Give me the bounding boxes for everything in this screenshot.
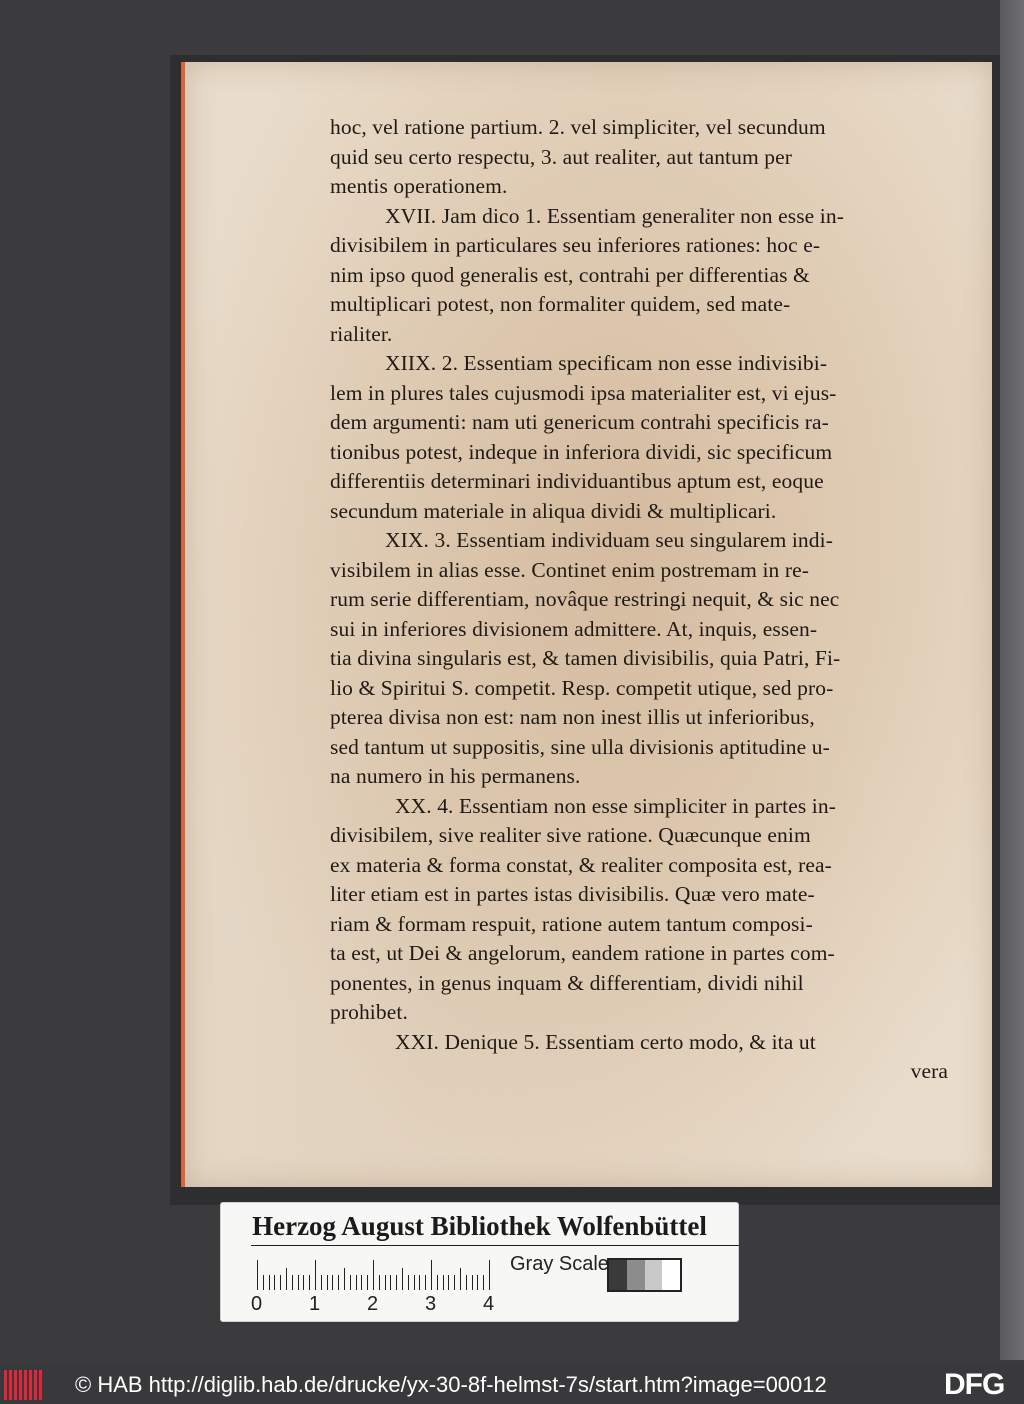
text-line: XIX. 3. Essentiam individuam seu singularem indi- xyxy=(385,528,833,552)
ruler xyxy=(257,1260,497,1290)
ruler-tick xyxy=(356,1275,357,1290)
ruler-tick xyxy=(280,1275,281,1290)
gray-swatch xyxy=(627,1260,645,1290)
ruler-tick xyxy=(466,1275,467,1290)
gray-swatch xyxy=(662,1260,680,1290)
scan-backdrop-edge xyxy=(1000,0,1024,1360)
logo-bar xyxy=(14,1370,17,1400)
logo-bar xyxy=(19,1370,22,1400)
ruler-tick xyxy=(396,1275,397,1290)
copyright-link[interactable]: © HAB http://diglib.hab.de/drucke/yx-30-8f-helmst-7s/start.htm?image=00012 xyxy=(75,1372,827,1397)
ruler-tick xyxy=(269,1275,270,1290)
ruler-tick xyxy=(257,1260,258,1290)
ruler-tick xyxy=(286,1268,287,1290)
ruler-tick xyxy=(402,1268,403,1290)
ruler-tick xyxy=(419,1275,420,1290)
footer-bar xyxy=(0,1366,1024,1404)
ruler-tick xyxy=(350,1275,351,1290)
ruler-number: 3 xyxy=(425,1293,437,1315)
text-line: dem argumenti: nam uti genericum contrahi specificis ra- xyxy=(330,410,829,434)
text-line: XX. 4. Essentiam non esse simpliciter in partes in- xyxy=(395,793,836,818)
text-line: nim ipso quod generalis est, contrahi per differentias & xyxy=(330,262,810,287)
text-line: XXI. Denique 5. Essentiam certo modo, & ita ut xyxy=(395,1029,816,1054)
ruler-tick xyxy=(344,1268,345,1290)
text-line: secundum materiale in aliqua dividi & multiplicari. xyxy=(330,498,777,523)
text-line: lio & Spiritui S. competit. Resp. competit utique, sed pro- xyxy=(330,675,834,700)
text-line: lem in plures tales cujusmodi ipsa materialiter est, vi ejus- xyxy=(330,380,837,405)
gray-swatch xyxy=(609,1260,627,1290)
ruler-tick xyxy=(321,1275,322,1290)
ruler-tick xyxy=(437,1275,438,1290)
catchword: vera xyxy=(910,1059,948,1083)
text-line: sui in inferiores divisionem admittere. At, inquis, essen- xyxy=(330,616,818,641)
library-name: Herzog August Bibliothek Wolfenbüttel xyxy=(252,1211,707,1241)
ruler-tick xyxy=(338,1275,339,1290)
ruler-tick xyxy=(431,1260,432,1290)
scale-divider xyxy=(251,1245,739,1246)
ruler-number: 1 xyxy=(309,1293,321,1315)
ruler-tick xyxy=(489,1260,490,1290)
text-line: visibilem in alias esse. Continet enim postremam in re- xyxy=(330,557,810,582)
gray-swatch xyxy=(645,1260,663,1290)
text-line: XVII. Jam dico 1. Essentiam generaliter non esse in- xyxy=(385,203,844,228)
ruler-tick xyxy=(315,1260,316,1290)
ruler-tick xyxy=(303,1275,304,1290)
text-line: ex materia & forma constat, & realiter composita est, rea- xyxy=(330,852,832,877)
text-line: pterea divisa non est: nam non inest illis ut inferioribus, xyxy=(330,705,815,729)
ruler-tick xyxy=(454,1275,455,1290)
ruler-number: 4 xyxy=(483,1293,495,1315)
text-line: sed tantum ut suppositis, sine ulla divisionis aptitudine u- xyxy=(330,734,830,759)
gray-scale-swatches xyxy=(607,1258,682,1292)
ruler-tick xyxy=(483,1275,484,1290)
ruler-number: 2 xyxy=(367,1293,379,1315)
ruler-tick xyxy=(425,1275,426,1290)
logo-bar xyxy=(39,1370,42,1400)
ruler-tick xyxy=(460,1268,461,1290)
ruler-tick xyxy=(292,1275,293,1290)
text-line: prohibet. xyxy=(330,1000,408,1024)
text-line: na numero in his permanens. xyxy=(330,764,581,788)
text-line: XIIX. 2. Essentiam specificam non esse indivisibi- xyxy=(385,351,828,375)
text-line: quid seu certo respectu, 3. aut realiter, aut tantum per xyxy=(330,144,793,169)
ruler-tick xyxy=(309,1275,310,1290)
ruler-tick xyxy=(443,1275,444,1290)
text-line: rialiter. xyxy=(330,321,393,346)
ruler-tick xyxy=(477,1275,478,1290)
ruler-tick xyxy=(298,1275,299,1290)
ruler-tick xyxy=(379,1275,380,1290)
logo-bar xyxy=(34,1370,37,1400)
page-text xyxy=(330,113,960,1087)
logo-bar xyxy=(29,1370,32,1400)
text-line: rum serie differentiam, novâque restringi nequit, & sic nec xyxy=(330,587,840,611)
ruler-tick xyxy=(327,1275,328,1290)
ruler-tick xyxy=(385,1275,386,1290)
text-line: ponentes, in genus inquam & differentiam, dividi nihil xyxy=(330,970,804,995)
color-scale-card xyxy=(221,1203,738,1321)
ruler-tick xyxy=(448,1275,449,1290)
ruler-tick xyxy=(408,1275,409,1290)
ruler-tick xyxy=(373,1260,374,1290)
ruler-tick xyxy=(263,1275,264,1290)
text-line: ta est, ut Dei & angelorum, eandem ratione in partes com- xyxy=(330,941,835,965)
text-line: differentiis determinari individuantibus aptum est, eoque xyxy=(330,469,824,493)
ruler-tick xyxy=(367,1275,368,1290)
ruler-number: 0 xyxy=(251,1293,263,1315)
text-line: hoc, vel ratione partium. 2. vel simpliciter, vel secundum xyxy=(330,115,826,139)
ruler-tick xyxy=(274,1275,275,1290)
ruler-tick xyxy=(390,1275,391,1290)
ruler-tick xyxy=(361,1275,362,1290)
dfg-logo: DFG xyxy=(944,1368,1005,1401)
ruler-tick xyxy=(332,1275,333,1290)
text-line: riam & formam respuit, ratione autem tantum composi- xyxy=(330,911,813,936)
logo-bar xyxy=(4,1370,7,1400)
gray-scale-label: Gray Scale xyxy=(510,1253,609,1275)
text-line: mentis operationem. xyxy=(330,174,508,198)
logo-bar xyxy=(24,1370,27,1400)
logo-bar xyxy=(9,1370,12,1400)
text-line: divisibilem in particulares seu inferiores rationes: hoc e- xyxy=(330,233,821,257)
text-line: multiplicari potest, non formaliter quidem, sed mate- xyxy=(330,292,791,316)
ruler-tick xyxy=(414,1275,415,1290)
ruler-tick xyxy=(472,1275,473,1290)
text-line: divisibilem, sive realiter sive ratione. Quæcunque enim xyxy=(330,823,811,847)
hab-logo-icon xyxy=(4,1370,46,1400)
text-line: tionibus potest, indeque in inferiora dividi, sic specificum xyxy=(330,439,833,464)
text-line: liter etiam est in partes istas divisibilis. Quæ vero mate- xyxy=(330,882,815,906)
text-line: tia divina singularis est, & tamen divisibilis, quia Patri, Fi- xyxy=(330,646,841,670)
